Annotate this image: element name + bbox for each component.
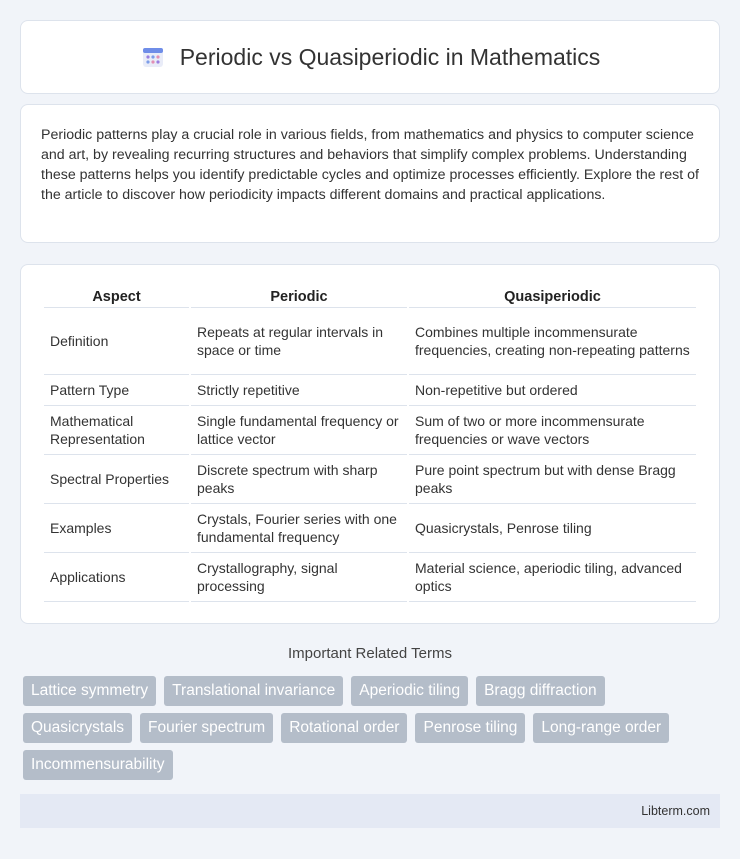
table-row <box>44 553 696 602</box>
cell-quasiperiodic: Pure point spectrum but with dense Bragg peaks <box>409 455 696 504</box>
table-row <box>44 375 696 406</box>
tag-translational-invariance[interactable]: Translational invariance <box>164 676 343 706</box>
header-quasiperiodic: Quasiperiodic <box>409 285 696 308</box>
tag-quasicrystals[interactable]: Quasicrystals <box>23 713 132 743</box>
table-row <box>44 406 696 455</box>
cell-aspect: Applications <box>44 553 189 602</box>
calendar-grid-icon <box>140 44 166 70</box>
tag-aperiodic-tiling[interactable]: Aperiodic tiling <box>351 676 468 706</box>
table-row <box>44 455 696 504</box>
cell-periodic: Strictly repetitive <box>191 375 407 406</box>
cell-aspect: Spectral Properties <box>44 455 189 504</box>
table-row <box>44 308 696 375</box>
intro-paragraph: Periodic patterns play a crucial role in various fields, from mathematics and physics to computer science and art, by revealing recurring structures and behaviors that simplify complex problems. Understanding these patterns helps you identify predictable cycles and optimize processes efficiently. Explore the rest of the article to discover how periodicity impacts different domains and practical applications. <box>41 127 699 203</box>
tag-fourier-spectrum[interactable]: Fourier spectrum <box>140 713 273 743</box>
tag-lattice-symmetry[interactable]: Lattice symmetry <box>23 676 156 706</box>
cell-aspect: Examples <box>44 504 189 553</box>
cell-aspect: Pattern Type <box>44 375 189 406</box>
cell-quasiperiodic: Quasicrystals, Penrose tiling <box>409 504 696 553</box>
page-title: Periodic vs Quasiperiodic in Mathematics <box>179 43 601 70</box>
cell-periodic: Crystals, Fourier series with one fundamental frequency <box>191 504 407 553</box>
tag-long-range-order[interactable]: Long-range order <box>533 713 669 743</box>
footer-brand-link[interactable]: Libterm.com <box>641 804 710 818</box>
related-terms-list <box>20 676 720 780</box>
footer <box>20 794 720 828</box>
title-card <box>20 20 720 94</box>
cell-periodic: Repeats at regular intervals in space or time <box>191 308 407 375</box>
header-aspect: Aspect <box>44 285 189 308</box>
comparison-table <box>42 285 698 602</box>
cell-periodic: Discrete spectrum with sharp peaks <box>191 455 407 504</box>
cell-quasiperiodic: Combines multiple incommensurate frequencies, creating non-repeating patterns <box>409 308 696 375</box>
cell-periodic: Crystallography, signal processing <box>191 553 407 602</box>
tag-incommensurability[interactable]: Incommensurability <box>23 750 173 780</box>
tag-bragg-diffraction[interactable]: Bragg diffraction <box>476 676 605 706</box>
tag-penrose-tiling[interactable]: Penrose tiling <box>415 713 525 743</box>
table-header-row <box>44 285 696 308</box>
cell-quasiperiodic: Non-repetitive but ordered <box>409 375 696 406</box>
table-row <box>44 504 696 553</box>
cell-aspect: Mathematical Representation <box>44 406 189 455</box>
comparison-table-card <box>20 264 720 624</box>
cell-quasiperiodic: Sum of two or more incommensurate frequencies or wave vectors <box>409 406 696 455</box>
related-terms-title: Important Related Terms <box>288 645 452 662</box>
intro-card <box>20 104 720 243</box>
cell-periodic: Single fundamental frequency or lattice vector <box>191 406 407 455</box>
cell-aspect: Definition <box>44 308 189 375</box>
tag-rotational-order[interactable]: Rotational order <box>281 713 407 743</box>
header-periodic: Periodic <box>191 285 407 308</box>
cell-quasiperiodic: Material science, aperiodic tiling, advanced optics <box>409 553 696 602</box>
